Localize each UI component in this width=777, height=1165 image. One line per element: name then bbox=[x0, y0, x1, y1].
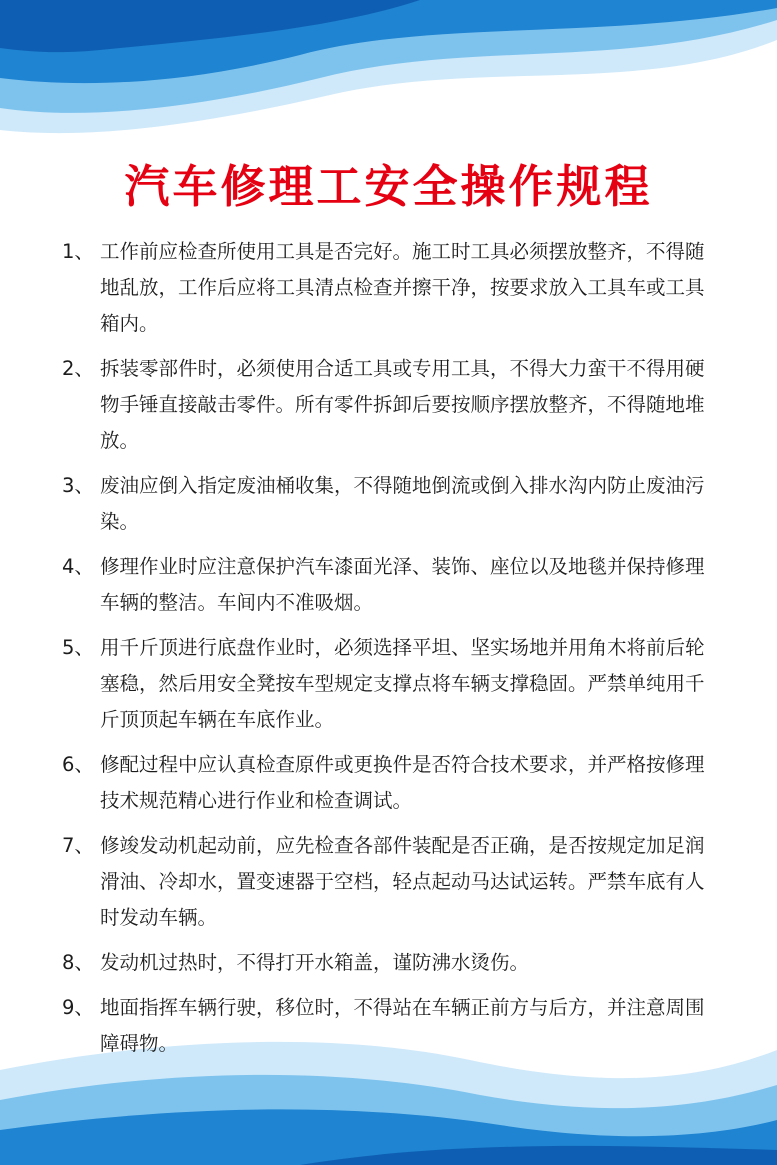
rule-item bbox=[62, 747, 722, 819]
rule-number: 2、 bbox=[62, 357, 94, 380]
rule-number: 8、 bbox=[62, 951, 94, 974]
rule-text: 拆装零部件时，必须使用合适工具或专用工具，不得大力蛮干不得用硬物手锤直接敲击零件。所有零件拆卸后要按顺序摆放整齐，不得随地堆放。 bbox=[100, 357, 705, 452]
rule-item bbox=[62, 234, 722, 342]
rule-text: 地面指挥车辆行驶，移位时，不得站在车辆正前方与后方，并注意周围障碍物。 bbox=[100, 996, 705, 1055]
rule-text: 发动机过热时，不得打开水箱盖，谨防沸水烫伤。 bbox=[100, 951, 530, 974]
rule-number: 7、 bbox=[62, 834, 94, 857]
rule-text: 用千斤顶进行底盘作业时，必须选择平坦、坚实场地并用角木将前后轮塞稳，然后用安全凳按车型规定支撑点将车辆支撑稳固。严禁单纯用千斤顶顶起车辆在车底作业。 bbox=[100, 636, 705, 731]
rule-item bbox=[62, 828, 722, 936]
rule-item bbox=[62, 945, 722, 981]
rule-text: 废油应倒入指定废油桶收集，不得随地倒流或倒入排水沟内防止废油污染。 bbox=[100, 474, 705, 533]
rule-item bbox=[62, 351, 722, 459]
rule-number: 4、 bbox=[62, 555, 94, 578]
rule-text: 修理作业时应注意保护汽车漆面光泽、装饰、座位以及地毯并保持修理车辆的整洁。车间内不准吸烟。 bbox=[100, 555, 705, 614]
rule-number: 6、 bbox=[62, 753, 94, 776]
page-title: 汽车修理工安全操作规程 bbox=[124, 160, 653, 213]
rule-number: 9、 bbox=[62, 996, 94, 1019]
rule-text: 修竣发动机起动前，应先检查各部件装配是否正确，是否按规定加足润滑油、冷却水，置变速器于空档，轻点起动马达试运转。严禁车底有人时发动车辆。 bbox=[100, 834, 705, 929]
rule-item bbox=[62, 990, 722, 1062]
rule-number: 5、 bbox=[62, 636, 94, 659]
top-wave-decoration bbox=[0, 0, 777, 175]
rule-item bbox=[62, 549, 722, 621]
rule-number: 1、 bbox=[62, 240, 94, 263]
rule-text: 修配过程中应认真检查原件或更换件是否符合技术要求，并严格按修理技术规范精心进行作业和检查调试。 bbox=[100, 753, 705, 812]
rule-item bbox=[62, 468, 722, 540]
rules-list bbox=[62, 234, 722, 1071]
rule-item bbox=[62, 630, 722, 738]
rule-text: 工作前应检查所使用工具是否完好。施工时工具必须摆放整齐，不得随地乱放，工作后应将工具清点检查并擦干净，按要求放入工具车或工具箱内。 bbox=[100, 240, 705, 335]
rule-number: 3、 bbox=[62, 474, 94, 497]
